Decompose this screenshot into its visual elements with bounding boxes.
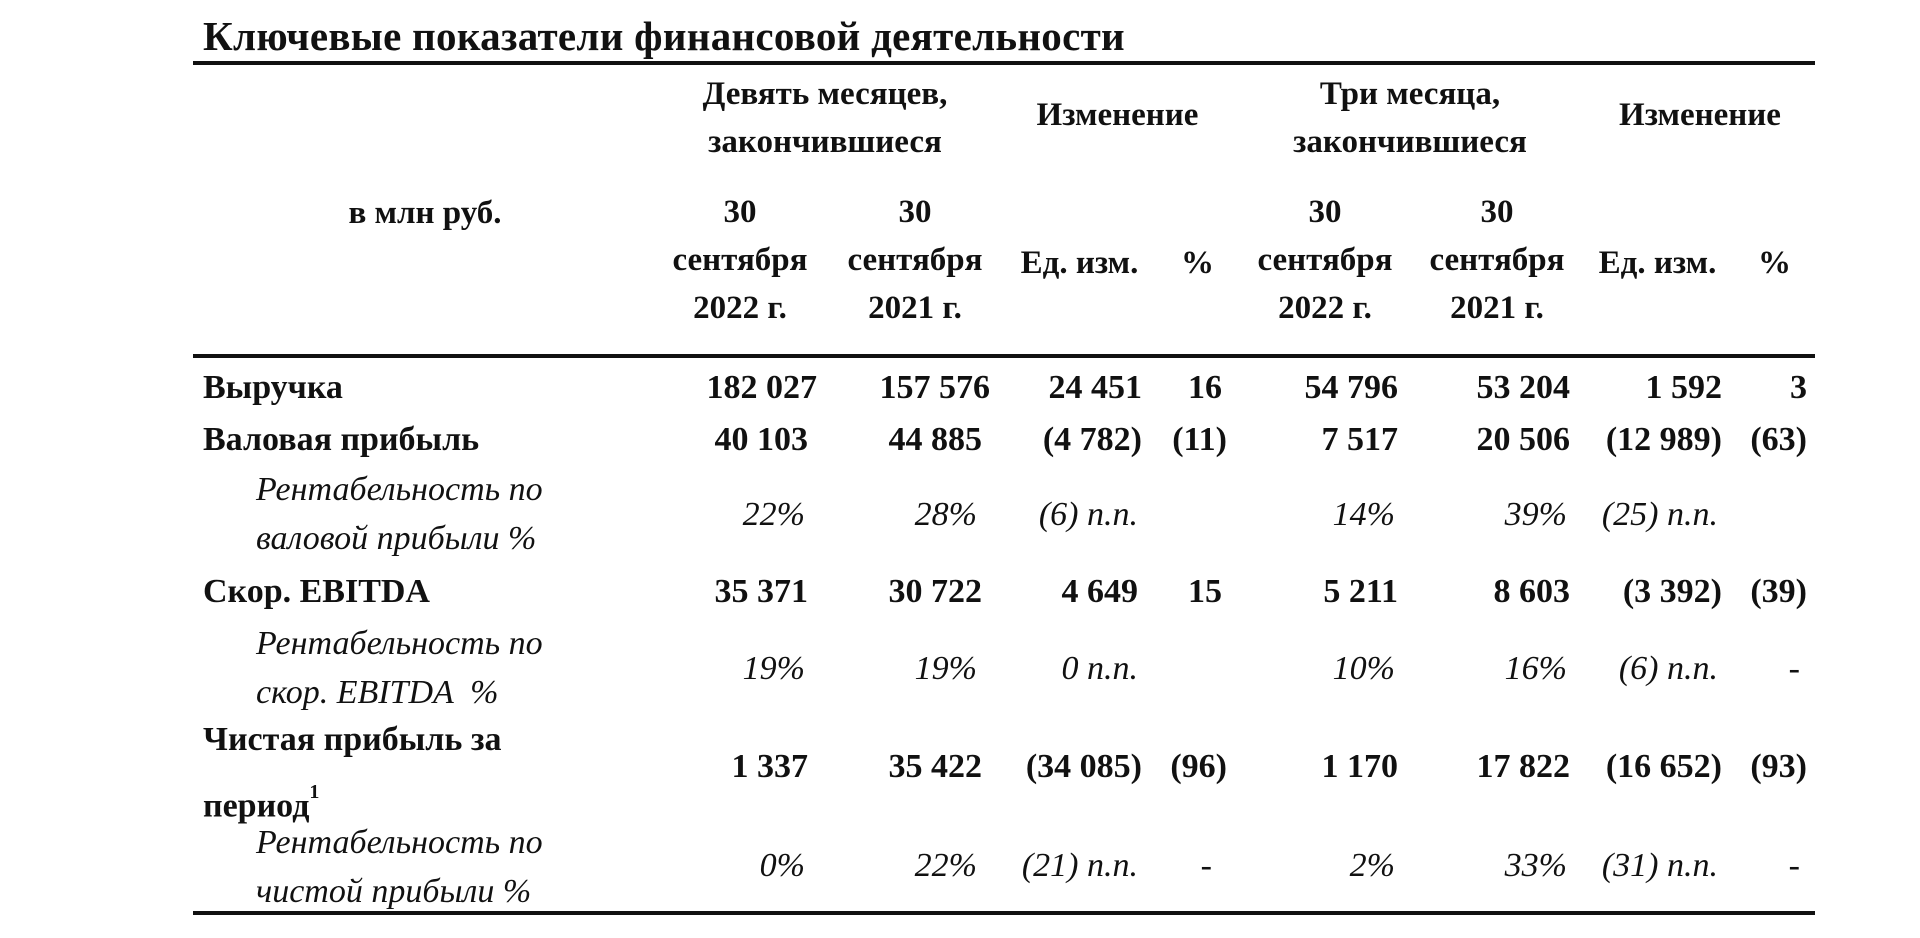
table-cell: (34 085): [1025, 748, 1142, 785]
table-cell: -: [1788, 650, 1800, 687]
table-cell: -: [1788, 847, 1800, 884]
table-cell: 19%: [742, 650, 805, 687]
table-cell: 15: [1188, 573, 1222, 610]
table-cell: (25) п.п.: [1601, 496, 1718, 533]
row-label-ebitda-margin: Рентабельность по скор. EBITDA %: [256, 625, 543, 711]
header-col-3m-pct: %: [1758, 245, 1791, 281]
table-cell: (96): [1170, 748, 1227, 785]
table-cell: (12 989): [1605, 421, 1722, 458]
table-cell: 33%: [1504, 847, 1567, 884]
table-cell: 157 576: [879, 369, 990, 406]
table-cell: 44 885: [888, 421, 982, 458]
row-label-gross-margin: Рентабельность по валовой прибыли %: [256, 471, 543, 557]
table-cell: (93): [1750, 748, 1807, 785]
header-col-9m-pct: %: [1181, 245, 1214, 281]
table-cell: 20 506: [1476, 421, 1570, 458]
table-cell: 16%: [1504, 650, 1567, 687]
table-cell: (6) п.п.: [1038, 496, 1138, 533]
table-cell: (63): [1750, 421, 1807, 458]
table-cell: 40 103: [714, 421, 808, 458]
header-change-nine-months: Изменение: [1036, 97, 1199, 133]
table-cell: (4 782): [1042, 421, 1142, 458]
header-col-3m-2022: 30 сентября 2022 г.: [1257, 194, 1393, 326]
table-cell: 2%: [1349, 847, 1395, 884]
row-label-text: Чистая прибыль за период: [203, 721, 502, 825]
table-cell: 0 п.п.: [1061, 650, 1138, 687]
header-col-3m-units: Ед. изм.: [1598, 245, 1717, 281]
table-cell: 19%: [914, 650, 977, 687]
table-cell: 24 451: [1048, 369, 1142, 406]
table-cell: (16 652): [1605, 748, 1722, 785]
table-cell: 35 422: [888, 748, 982, 785]
table-cell: (11): [1172, 421, 1227, 458]
row-label-net-profit: [203, 711, 502, 835]
header-col-3m-2021: 30 сентября 2021 г.: [1429, 194, 1565, 326]
table-cell: -: [1200, 847, 1212, 884]
header-rule: [193, 354, 1815, 358]
row-label-gross-profit: Валовая прибыль: [203, 421, 480, 458]
bottom-rule: [193, 911, 1815, 915]
table-cell: 3: [1790, 369, 1807, 406]
table-cell: (31) п.п.: [1601, 847, 1718, 884]
row-label-adjusted-ebitda: Скор. EBITDA: [203, 573, 430, 610]
table-cell: 1 337: [731, 748, 808, 785]
table-cell: 39%: [1504, 496, 1567, 533]
table-cell: 30 722: [888, 573, 982, 610]
table-cell: 4 649: [1061, 573, 1138, 610]
table-cell: 0%: [759, 847, 805, 884]
row-label-net-margin: Рентабельность по чистой прибыли %: [256, 824, 543, 910]
table-cell: 5 211: [1323, 573, 1398, 610]
page-title: Ключевые показатели финансовой деятельности: [203, 13, 1125, 59]
table-cell: 1 592: [1645, 369, 1722, 406]
table-cell: 182 027: [706, 369, 817, 406]
top-rule: [193, 61, 1815, 65]
header-col-9m-2021: 30 сентября 2021 г.: [847, 194, 983, 326]
table-cell: 1 170: [1321, 748, 1398, 785]
table-cell: 54 796: [1304, 369, 1398, 406]
table-cell: 22%: [742, 496, 805, 533]
header-group-nine-months: Девять месяцев, закончившиеся: [702, 76, 948, 160]
footnote-marker: 1: [309, 781, 320, 803]
table-cell: 7 517: [1321, 421, 1398, 458]
header-change-three-months: Изменение: [1619, 97, 1781, 133]
table-cell: 53 204: [1476, 369, 1570, 406]
table-cell: (39): [1750, 573, 1807, 610]
table-cell: (21) п.п.: [1021, 847, 1138, 884]
row-label-revenue: Выручка: [203, 369, 343, 406]
table-cell: 10%: [1332, 650, 1395, 687]
header-col-9m-units: Ед. изм.: [1020, 245, 1139, 281]
table-cell: (3 392): [1622, 573, 1722, 610]
header-col-9m-2022: 30 сентября 2022 г.: [672, 194, 808, 326]
table-cell: 28%: [914, 496, 977, 533]
table-cell: 17 822: [1476, 748, 1570, 785]
table-cell: 35 371: [714, 573, 808, 610]
header-unit-label: в млн руб.: [348, 195, 502, 231]
table-cell: 22%: [914, 847, 977, 884]
table-cell: 16: [1188, 369, 1222, 406]
table-cell: (6) п.п.: [1618, 650, 1718, 687]
table-cell: 14%: [1332, 496, 1395, 533]
table-cell: 8 603: [1493, 573, 1570, 610]
header-group-three-months: Три месяца, закончившиеся: [1293, 76, 1527, 160]
